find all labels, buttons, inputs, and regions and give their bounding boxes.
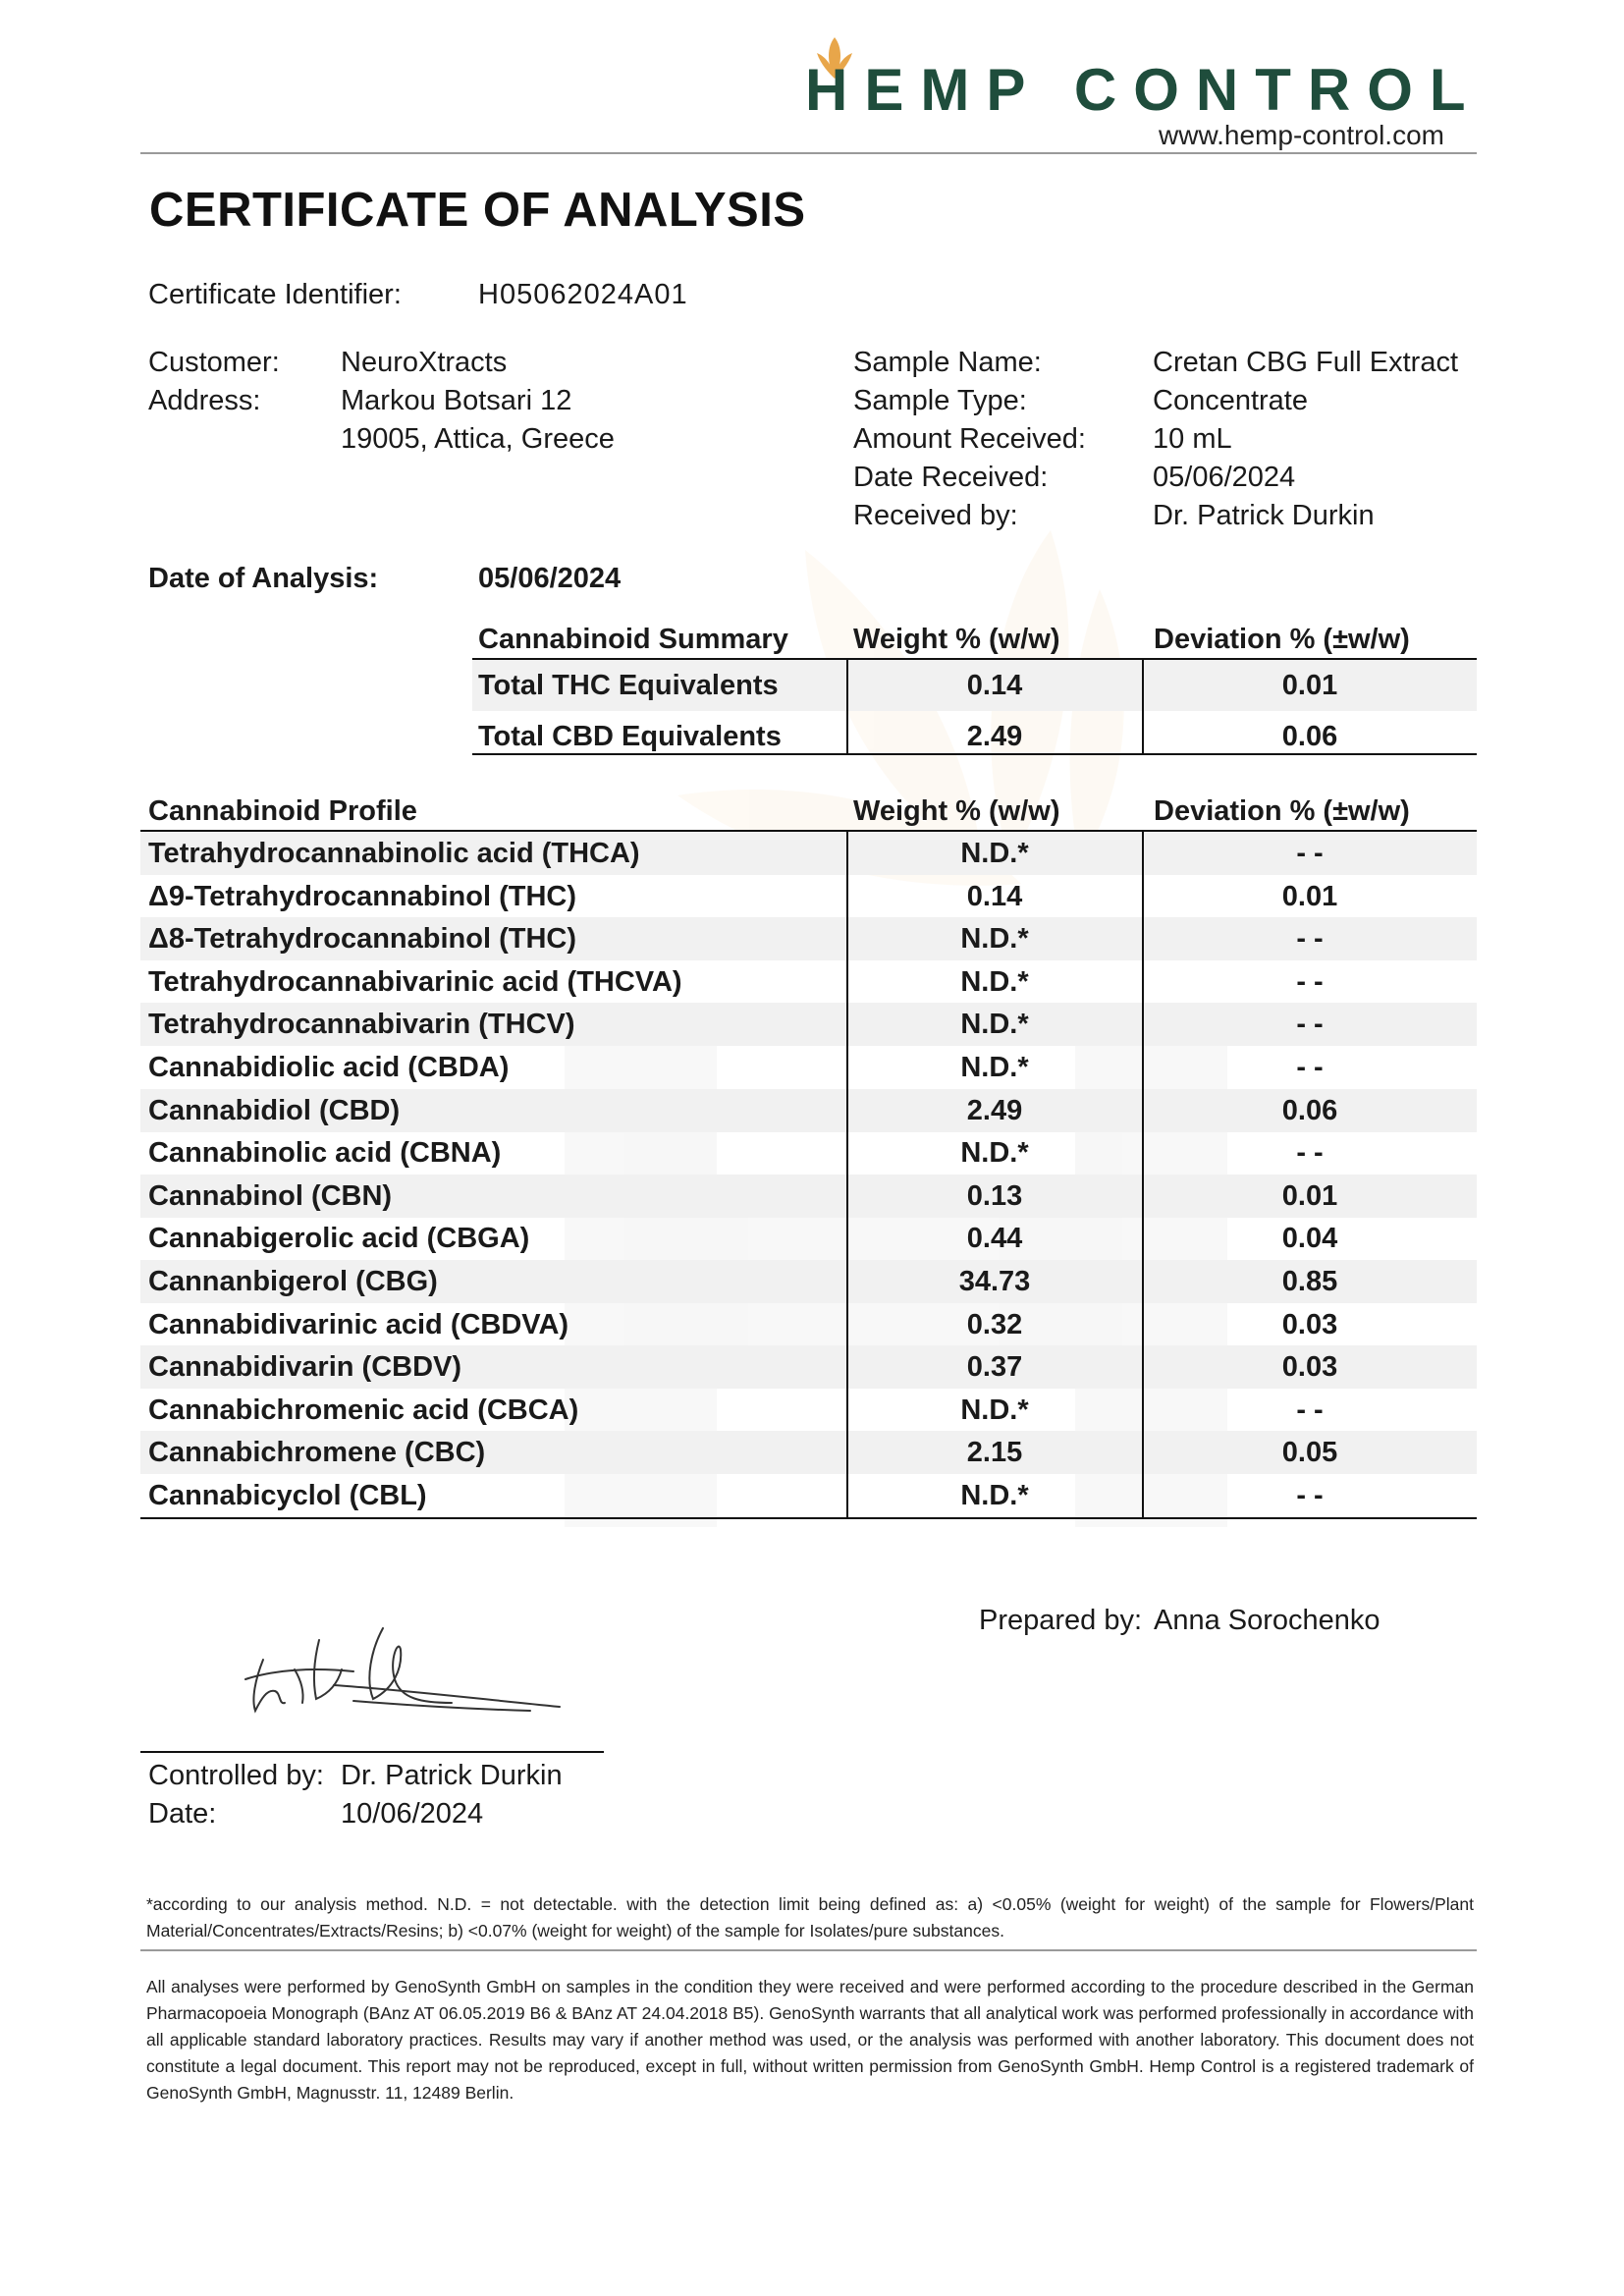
page-title: CERTIFICATE OF ANALYSIS	[149, 184, 806, 237]
summary-column-divider	[846, 659, 848, 755]
profile-row-name: Cannabidiolic acid (CBDA)	[148, 1052, 510, 1083]
profile-row-weight: N.D.*	[960, 1009, 1029, 1041]
profile-row-deviation: 0.01	[1281, 1179, 1338, 1212]
profile-row-deviation: 0.05	[1281, 1437, 1338, 1469]
profile-row-weight: N.D.*	[960, 965, 1029, 998]
profile-row-name: Cannabichromenic acid (CBCA)	[148, 1394, 579, 1426]
profile-row-name: Tetrahydrocannabinolic acid (THCA)	[148, 838, 640, 869]
footnote-text: *according to our analysis method. N.D. = not detectable. with the detection limit being defined as: a) <0.05% (weight for weight) of the sample for Flowers/Plant Material/Concentrates/Extracts/Resins; b) <0.07% (weight for weight) of the sample for Isolates/pure substances.	[146, 1894, 1474, 1941]
date-received-value: 05/06/2024	[1153, 462, 1296, 493]
received-by-label: Received by:	[853, 500, 1018, 531]
address-line-2: 19005, Attica, Greece	[341, 423, 615, 455]
profile-row-weight: 34.73	[958, 1266, 1031, 1297]
profile-row	[140, 1431, 1477, 1474]
profile-row	[140, 917, 1477, 960]
disclaimer-text: All analyses were performed by GenoSynth GmbH on samples in the condition they were received and were performed according to the procedure described in the German Pharmacopoeia Monograph (BAnz AT 06.05.2019 B6 & BAnz AT 24.04.2018 B5). GenoSynth warrants that all analytical work was performed professionally in accordance with all applicable standard laboratory practices. Results may vary if another method was used, or the analysis was performed with another laboratory. This document does not constitute a legal document. This report may not be reproduced, except in full, without written permission from GenoSynth GmbH. Hemp Control is a registered trademark of GenoSynth GmbH, Magnusstr. 11, 12489 Berlin.	[146, 1977, 1474, 2103]
controlled-date-label: Date:	[148, 1798, 217, 1830]
certificate-identifier-label: Certificate Identifier:	[148, 279, 402, 310]
profile-row-deviation: 0.85	[1281, 1266, 1338, 1297]
date-received-label: Date Received:	[853, 462, 1049, 493]
customer-label: Customer:	[148, 347, 280, 378]
profile-row-name: Cannabidiol (CBD)	[148, 1094, 401, 1126]
brand-name: HEMP CONTROL	[805, 57, 1483, 123]
profile-row-name: Δ9-Tetrahydrocannabinol (THC)	[148, 880, 576, 912]
profile-row	[140, 1389, 1477, 1432]
footnote-divider	[140, 1949, 1477, 1951]
profile-row-name: Cannabicyclol (CBL)	[148, 1480, 427, 1511]
profile-row-name: Cannabichromene (CBC)	[148, 1437, 486, 1469]
profile-row	[140, 1046, 1477, 1089]
profile-row	[140, 1474, 1477, 1517]
profile-row-deviation: 0.03	[1281, 1308, 1338, 1340]
profile-column-divider	[846, 831, 848, 1518]
controlled-date-value: 10/06/2024	[341, 1798, 484, 1830]
profile-row	[140, 1175, 1477, 1218]
customer-value: NeuroXtracts	[341, 347, 508, 378]
profile-row-weight: 0.14	[966, 880, 1023, 912]
summary-column-divider	[1142, 659, 1144, 755]
profile-row-weight: N.D.*	[960, 1394, 1029, 1426]
header-divider	[140, 152, 1477, 154]
date-of-analysis-label: Date of Analysis:	[148, 563, 379, 594]
sample-type-label: Sample Type:	[853, 385, 1027, 416]
profile-row-deviation: - -	[1296, 1009, 1324, 1041]
profile-row-weight: 2.49	[966, 1094, 1023, 1126]
profile-row	[140, 1303, 1477, 1346]
controlled-by-label: Controlled by:	[148, 1760, 324, 1791]
profile-row-weight: 0.37	[966, 1351, 1023, 1384]
profile-row-weight: N.D.*	[960, 1137, 1029, 1170]
profile-bottom-rule	[140, 1517, 1477, 1519]
summary-row-deviation: 0.01	[1281, 670, 1338, 701]
profile-header-name: Cannabinoid Profile	[148, 795, 417, 827]
profile-row-weight: 2.15	[966, 1437, 1023, 1469]
profile-row-name: Cannabidivarin (CBDV)	[148, 1351, 462, 1384]
profile-header-weight: Weight % (w/w)	[853, 795, 1060, 827]
profile-row	[140, 875, 1477, 918]
certificate-identifier-value: H05062024A01	[478, 279, 688, 310]
profile-header-deviation: Deviation % (±w/w)	[1154, 795, 1410, 827]
profile-row-name: Cannabinolic acid (CBNA)	[148, 1137, 502, 1170]
summary-row-weight: 0.14	[966, 670, 1023, 701]
summary-row	[472, 660, 1477, 711]
summary-header-deviation: Deviation % (±w/w)	[1154, 624, 1410, 655]
signature-image	[236, 1620, 569, 1728]
profile-row-name: Tetrahydrocannabivarinic acid (THCVA)	[148, 965, 682, 998]
address-line-1: Markou Botsari 12	[341, 385, 572, 416]
signature-line	[140, 1751, 604, 1753]
date-of-analysis-value: 05/06/2024	[478, 563, 622, 594]
amount-received-value: 10 mL	[1153, 423, 1232, 455]
profile-row-deviation: - -	[1296, 1137, 1324, 1170]
profile-row-name: Cannabidivarinic acid (CBDVA)	[148, 1308, 569, 1340]
sample-type-value: Concentrate	[1153, 385, 1308, 416]
profile-row-deviation: 0.03	[1281, 1351, 1338, 1384]
profile-row-weight: 0.44	[966, 1223, 1023, 1255]
summary-header-name: Cannabinoid Summary	[478, 624, 788, 655]
profile-row-name: Cannanbigerol (CBG)	[148, 1266, 438, 1297]
summary-bottom-rule	[472, 753, 1477, 755]
profile-row-weight: N.D.*	[960, 838, 1029, 869]
profile-row	[140, 1260, 1477, 1303]
profile-row-deviation: - -	[1296, 838, 1324, 869]
profile-row-deviation: - -	[1296, 965, 1324, 998]
website-link[interactable]: www.hemp-control.com	[1159, 120, 1444, 150]
prepared-by-value: Anna Sorochenko	[1154, 1605, 1380, 1636]
profile-row-weight: N.D.*	[960, 1052, 1029, 1083]
address-label: Address:	[148, 385, 261, 416]
summary-row-name: Total CBD Equivalents	[478, 721, 782, 752]
profile-row	[140, 1131, 1477, 1175]
summary-header-weight: Weight % (w/w)	[853, 624, 1060, 655]
controlled-by-value: Dr. Patrick Durkin	[341, 1760, 563, 1791]
profile-row-weight: N.D.*	[960, 1480, 1029, 1511]
summary-row-weight: 2.49	[966, 721, 1023, 752]
profile-row-name: Cannabinol (CBN)	[148, 1179, 393, 1212]
sample-name-value: Cretan CBG Full Extract	[1153, 347, 1459, 378]
profile-row-deviation: - -	[1296, 1480, 1324, 1511]
profile-row-name: Cannabigerolic acid (CBGA)	[148, 1223, 530, 1255]
profile-row	[140, 1345, 1477, 1389]
profile-row	[140, 960, 1477, 1004]
profile-row-weight: 0.32	[966, 1308, 1023, 1340]
profile-row-deviation: 0.01	[1281, 880, 1338, 912]
profile-row	[140, 1217, 1477, 1260]
profile-row-deviation: - -	[1296, 923, 1324, 956]
sample-name-label: Sample Name:	[853, 347, 1042, 378]
amount-received-label: Amount Received:	[853, 423, 1086, 455]
prepared-by-label: Prepared by:	[979, 1605, 1143, 1636]
profile-row	[140, 1089, 1477, 1132]
profile-row-name: Δ8-Tetrahydrocannabinol (THC)	[148, 923, 576, 956]
summary-row-deviation: 0.06	[1281, 721, 1338, 752]
profile-row-name: Tetrahydrocannabivarin (THCV)	[148, 1009, 575, 1041]
profile-row	[140, 1003, 1477, 1046]
profile-row-weight: N.D.*	[960, 923, 1029, 956]
profile-row-deviation: - -	[1296, 1052, 1324, 1083]
profile-row-deviation: 0.06	[1281, 1094, 1338, 1126]
profile-column-divider	[1142, 831, 1144, 1518]
received-by-value: Dr. Patrick Durkin	[1153, 500, 1375, 531]
summary-row-name: Total THC Equivalents	[478, 670, 779, 701]
profile-row-weight: 0.13	[966, 1179, 1023, 1212]
profile-row	[140, 832, 1477, 875]
profile-row-deviation: 0.04	[1281, 1223, 1338, 1255]
profile-row-deviation: - -	[1296, 1394, 1324, 1426]
